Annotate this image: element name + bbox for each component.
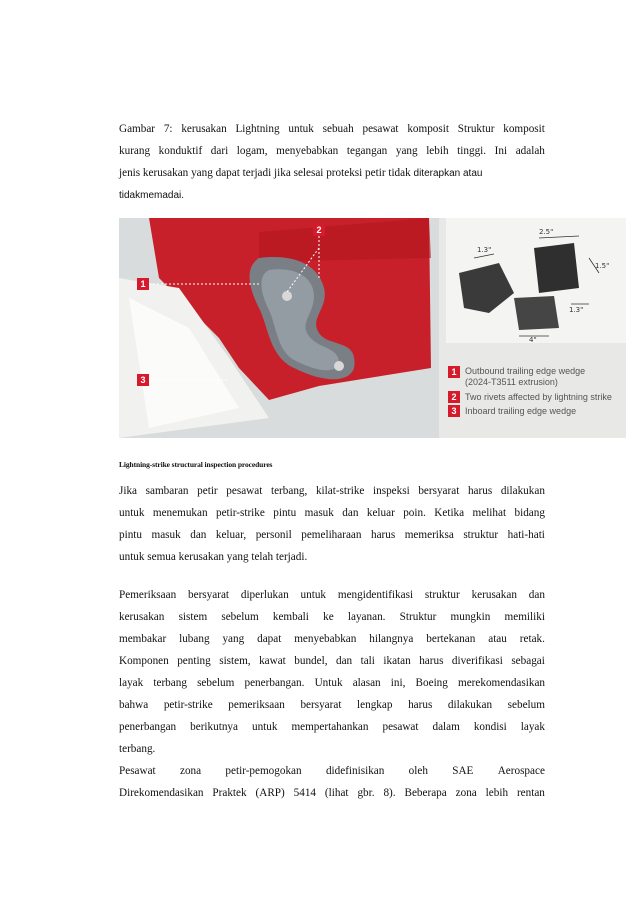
- word: kerusakan: [471, 589, 517, 601]
- word: untuk: [119, 507, 145, 519]
- word: sambaran: [145, 485, 189, 497]
- word: harus: [371, 529, 396, 541]
- word: untuk: [288, 123, 314, 135]
- callout-badge-1: 1: [137, 278, 149, 290]
- word: penerbangan.: [244, 677, 305, 689]
- legend-text-1a: Outbound trailing edge wedge: [465, 366, 586, 376]
- word: masuk: [304, 507, 334, 519]
- word: Komponen: [119, 655, 169, 667]
- word: dilakukan: [500, 485, 545, 497]
- caption-line-4: tidakmemadai.: [119, 190, 185, 201]
- legend-badge-2: 2: [448, 391, 460, 403]
- word: tali: [360, 655, 375, 667]
- word: hilangnya: [369, 633, 414, 645]
- para2-line-4: [119, 650, 545, 672]
- word: alasan: [352, 677, 381, 689]
- svg-text:4": 4": [529, 336, 537, 344]
- word: dan: [335, 655, 353, 667]
- word: kawat: [259, 655, 286, 667]
- word: 8).: [383, 787, 396, 799]
- word: logam,: [236, 145, 268, 157]
- rivet-1: [282, 291, 292, 301]
- callout-badge-2: 2: [313, 224, 325, 236]
- word: dalam: [432, 721, 460, 733]
- svg-text:1.3": 1.3": [569, 306, 584, 314]
- word: 5414: [293, 787, 317, 799]
- word: keluar,: [215, 529, 247, 541]
- word: sebelum: [507, 699, 545, 711]
- word: bersyarat: [300, 699, 342, 711]
- word: Pesawat: [119, 765, 156, 777]
- word: lengkap: [357, 699, 393, 711]
- word: poin.: [403, 507, 426, 519]
- word: menyebabkan: [294, 633, 357, 645]
- word: bahwa: [119, 699, 149, 711]
- word: bidang: [514, 507, 545, 519]
- word: rentan: [516, 787, 545, 799]
- word: Struktur: [399, 611, 437, 623]
- word: kembali: [272, 611, 309, 623]
- word: Beberapa: [404, 787, 447, 799]
- paragraph-3: [119, 760, 545, 804]
- word: lebih: [485, 787, 509, 799]
- word: kurang: [119, 145, 151, 157]
- paragraph-2: [119, 584, 545, 760]
- word: dan: [528, 589, 545, 601]
- word: sistem: [178, 611, 208, 623]
- word: menyebabkan: [276, 145, 339, 157]
- word: layak: [119, 677, 144, 689]
- word: petir-strike: [215, 507, 265, 519]
- word: Aerospace: [497, 765, 545, 777]
- para2-line-8: terbang.: [119, 743, 156, 755]
- word: lubang: [179, 633, 210, 645]
- word: (lihat: [324, 787, 349, 799]
- word: diperlukan: [240, 589, 289, 601]
- word: Untuk: [314, 677, 343, 689]
- word: Direkomendasikan: [119, 787, 204, 799]
- word: harus: [419, 655, 444, 667]
- word: Ini: [494, 145, 508, 157]
- word: masuk: [151, 529, 181, 541]
- legend-text-1b: (2024-T3511 extrusion): [465, 377, 558, 387]
- word: pesawat: [382, 721, 419, 733]
- lightning-damage-figure: [119, 218, 626, 438]
- word: menemukan: [152, 507, 208, 519]
- word: bersyarat: [418, 485, 460, 497]
- word: Jika: [119, 485, 138, 497]
- word: petir-pemogokan: [225, 765, 302, 777]
- caption-line-2: [119, 140, 545, 162]
- rivet-2: [334, 361, 344, 371]
- word: diverifikasi: [451, 655, 503, 667]
- word: dapat: [257, 633, 282, 645]
- word: kilat-strike: [315, 485, 365, 497]
- para3-line-2: [119, 782, 545, 804]
- word: dan: [190, 529, 207, 541]
- word: pesawat: [226, 485, 263, 497]
- callout-badge-3: 3: [137, 374, 149, 386]
- legend-text-2: Two rivets affected by lightning strike: [465, 392, 612, 402]
- word: tegangan: [346, 145, 388, 157]
- word: keluar: [366, 507, 395, 519]
- word: ke: [323, 611, 334, 623]
- word: oleh: [408, 765, 428, 777]
- para2-line-5: [119, 672, 545, 694]
- caption-line-3-tail: diterapkan atau: [413, 168, 483, 179]
- legend-badge-3: 3: [448, 405, 460, 417]
- word: berikutnya: [190, 721, 238, 733]
- word: layanan.: [347, 611, 386, 623]
- para1-line-4: untuk semua kerusakan yang telah terjadi.: [119, 551, 308, 563]
- para2-line-1: [119, 584, 545, 606]
- para1-line-2: [119, 502, 545, 524]
- word: komposit: [503, 123, 545, 135]
- caption-line-3: [119, 162, 545, 185]
- word: tinggi.: [457, 145, 487, 157]
- legend-text-3: Inboard trailing edge wedge: [465, 406, 577, 416]
- word: pemeriksaan: [228, 699, 285, 711]
- word: hati-hati: [507, 529, 545, 541]
- word: gbr.: [357, 787, 375, 799]
- word: kondisi: [473, 721, 507, 733]
- section-heading: Lightning-strike structural inspection procedures: [119, 460, 273, 469]
- word: bundel,: [294, 655, 328, 667]
- para3-line-1: [119, 760, 545, 782]
- word: kerusakan: [181, 123, 227, 135]
- legend-badge-1: 1: [448, 366, 460, 378]
- word: pesawat: [362, 123, 399, 135]
- word: harus: [408, 699, 433, 711]
- word: layak: [520, 721, 545, 733]
- word: didefinisikan: [325, 765, 385, 777]
- word: struktur: [463, 529, 499, 541]
- word: petir-strike: [163, 699, 213, 711]
- figure-photo: [119, 218, 626, 438]
- word: sebuah: [322, 123, 354, 135]
- para2-line-3: [119, 628, 545, 650]
- figure-caption: [119, 118, 545, 207]
- para1-line-1: [119, 480, 545, 502]
- svg-text:2.5": 2.5": [539, 228, 554, 236]
- word: SAE: [452, 765, 474, 777]
- word: sebelum: [221, 611, 259, 623]
- word: retak.: [519, 633, 545, 645]
- word: yang: [395, 145, 418, 157]
- word: Gambar: [119, 123, 156, 135]
- paragraph-1: [119, 480, 545, 568]
- word: melihat: [472, 507, 507, 519]
- word: kerusakan: [119, 611, 165, 623]
- para1-line-3: [119, 524, 545, 546]
- word: memeriksa: [404, 529, 454, 541]
- word: terbang: [153, 677, 187, 689]
- word: Struktur: [457, 123, 495, 135]
- word: untuk: [251, 721, 278, 733]
- word: Lightning: [235, 123, 280, 135]
- word: terbang,: [270, 485, 308, 497]
- word: bersyarat: [188, 589, 230, 601]
- word: mengidentifikasi: [337, 589, 414, 601]
- para2-line-2: [119, 606, 545, 628]
- word: lebih: [426, 145, 449, 157]
- word: petir: [197, 485, 218, 497]
- word: 7:: [163, 123, 173, 135]
- word: Pemeriksaan: [119, 589, 177, 601]
- word: pintu: [119, 529, 142, 541]
- word: penting: [177, 655, 211, 667]
- word: mungkin: [450, 611, 491, 623]
- word: zona: [455, 787, 477, 799]
- para2-line-7: [119, 716, 545, 738]
- word: zona: [179, 765, 202, 777]
- word: inspeksi: [373, 485, 410, 497]
- word: pemeliharaan: [301, 529, 362, 541]
- word: dan: [342, 507, 359, 519]
- caption-line-1: [119, 118, 545, 140]
- word: untuk: [300, 589, 327, 601]
- word: Ketika: [434, 507, 465, 519]
- word: sebelum: [197, 677, 235, 689]
- word: (ARP): [255, 787, 285, 799]
- word: membakar: [119, 633, 167, 645]
- word: struktur: [424, 589, 460, 601]
- svg-text:1.5": 1.5": [595, 262, 610, 270]
- para2-line-6: [119, 694, 545, 716]
- caption-line-3-main: jenis kerusakan yang dapat terjadi jika selesai proteksi petir tidak: [119, 167, 411, 179]
- word: ikatan: [383, 655, 411, 667]
- word: dilakukan: [447, 699, 493, 711]
- word: Boeing: [415, 677, 448, 689]
- word: sistem,: [219, 655, 251, 667]
- word: pintu: [273, 507, 297, 519]
- word: dari: [210, 145, 229, 157]
- word: komposit: [407, 123, 449, 135]
- word: penerbangan: [119, 721, 177, 733]
- word: mempertahankan: [291, 721, 369, 733]
- word: sebagai: [511, 655, 545, 667]
- word: memiliki: [504, 611, 545, 623]
- word: adalah: [515, 145, 545, 157]
- svg-text:1.3": 1.3": [477, 246, 492, 254]
- word: Praktek: [212, 787, 247, 799]
- word: yang: [222, 633, 245, 645]
- word: merekomendasikan: [458, 677, 545, 689]
- word: personil: [255, 529, 292, 541]
- word: ini,: [390, 677, 406, 689]
- word: harus: [467, 485, 493, 497]
- word: atau: [488, 633, 507, 645]
- word: konduktif: [158, 145, 203, 157]
- legend-text-1: [465, 366, 585, 388]
- word: bertekanan: [426, 633, 476, 645]
